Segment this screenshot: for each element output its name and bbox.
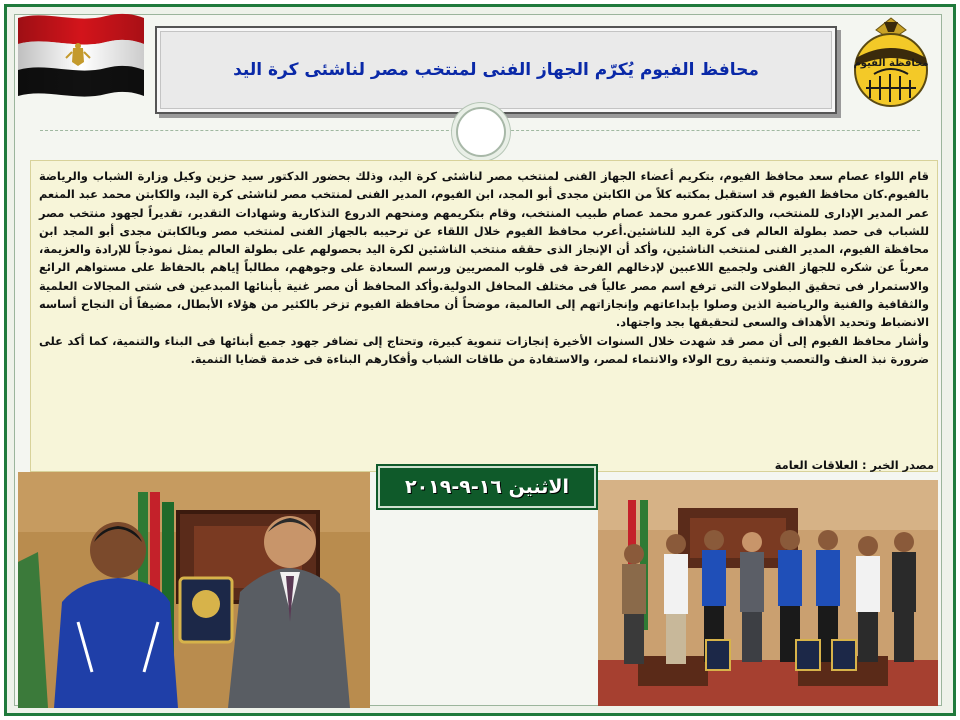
article-paragraph-2: وأشار محافظ الفيوم إلى أن مصر قد شهدت خلال السنوات الأخيرة إنجازات تنموية كبيرة، وتحتاج إلى تضافر جهود جميع أبنائها فى البناء والتنمية، كما أكد على ضرورة نبذ العنف والتعصب وتنمية روح الولاء والانتماء لمصر، والاستفادة من طاقات الشباب وأفكارهم البناءة فى خدمة قضايا التنمية.: [39, 333, 929, 366]
divider-ornament-icon: [456, 107, 506, 157]
date-label: الاثنين ١٦-٩-٢٠١٩: [404, 476, 569, 498]
photo-group: [598, 480, 938, 706]
egypt-flag-image: [16, 10, 146, 102]
headline-title: محافظ الفيوم يُكرّم الجهاز الفنى لمنتخب مصر لناشئى كرة اليد: [233, 60, 759, 80]
fayoum-governorate-logo: [836, 10, 946, 110]
news-source: مصدر الخبر : العلاقات العامة: [774, 458, 934, 472]
headline-box: [155, 26, 837, 114]
date-banner: [378, 466, 596, 508]
article-paragraph-1: قام اللواء عصام سعد محافظ الفيوم، بتكريم أعضاء الجهاز الفنى لمنتخب مصر لناشئى كرة اليد، وذلك بحضور الدكتور سيد حزين وكيل وزارة الشباب والرياضة بالفيوم.كان محافظ الفيوم قد استقبل بمكتبه كلاً من الكابتن مجدى أبو المجد، ابن الفيوم، المدير الفنى لمنتخب مصر لناشئى كرة اليد، والكابتن محمد عبد المنعم عمر المدير الإدارى للمنتخب، والدكتور عمرو محمد عصام طبيب المنتخب، وقام بتكريمهم ومنحهم الدروع التذكارية وشهادات التقدير، تقديراً لجهود منتخب مصر للشباب فى حصد بطولة العالم فى كرة اليد للناشئين.أعرب محافظ الفيوم خلال اللقاء عن ترحيبه بالجهاز الفنى لمنتخب مصر وبالكابتن مجدى أبو المجد ابن محافظة الفيوم، المدير الفنى لمنتخب الناشئين، وأكد أن الإنجاز الذى حققه منتخب الناشئين لكرة اليد بحصولهم على بطولة العالم يمثل نموذجاً للإرادة والعزيمة، معرباً عن شكره للجهاز الفنى ولجميع اللاعبين لإدخالهم الفرحة فى قلوب المصريين ورسم السعادة على وجوههم، مطالباً إياهم بالحفاظ على مستواهم الرائع والاستمرار فى تحقيق البطولات التى ترفع اسم مصر عالياً فى مختلف المحافل الدولية.وأكد المحافظ أن مصر غنية بأبنائها المبدعين فى شتى المجالات العلمية والثقافية والفنية والرياضية الذين وصلوا بإبداعاتهم وإنجازاتهم إلى العالمية، موضحاً أن محافظة الفيوم تزخر بالكثير من هؤلاء الأبطال، مضيفاً أن النجاح أساسه الانضباط وتحديد الأهداف والسعى لتحقيقها بجد واجتهاد.: [39, 169, 929, 330]
photo-governor-handing-shield: [18, 472, 370, 708]
logo-text: محافظة الفيوم: [853, 58, 929, 69]
article-body: [30, 160, 938, 472]
